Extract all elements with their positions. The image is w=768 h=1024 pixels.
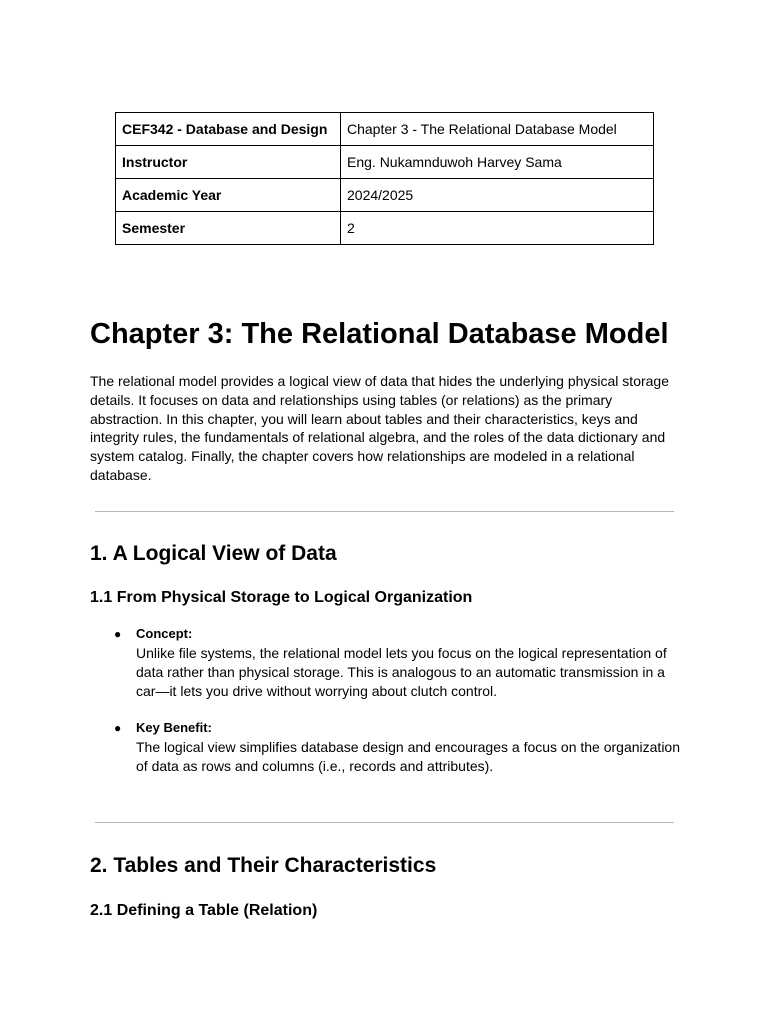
- academic-year-label-cell: Academic Year: [116, 179, 341, 212]
- instructor-name-cell: Eng. Nukamnduwoh Harvey Sama: [341, 146, 654, 179]
- subsection-heading: 1.1 From Physical Storage to Logical Organization: [90, 589, 473, 606]
- instructor-label-cell: Instructor: [116, 146, 341, 179]
- chapter-name-cell: Chapter 3 - The Relational Database Model: [341, 113, 654, 146]
- bullet-text: The logical view simplifies database design and encourages a focus on the organization of data as rows and columns (i.e., records and attributes).: [136, 739, 681, 774]
- section-divider: [95, 511, 674, 512]
- section-divider: [95, 822, 674, 823]
- bullet-title: Key Benefit:: [136, 720, 212, 735]
- semester-label-cell: Semester: [116, 212, 341, 245]
- course-code-cell: CEF342 - Database and Design: [116, 113, 341, 146]
- academic-year-value-cell: 2024/2025: [341, 179, 654, 212]
- table-row: [116, 113, 654, 146]
- section-heading: 1. A Logical View of Data: [90, 542, 337, 565]
- chapter-intro-paragraph: The relational model provides a logical view of data that hides the underlying physical storage details. It focuses on data and relationships using tables (or relations) as the primary abstraction. In this chapter, you will learn about tables and their characteristics, keys and integrity rules, the fundamentals of relational algebra, and the roles of the data dictionary and system catalog. Finally, the chapter covers how relationships are modeled in a relational database.: [90, 373, 670, 483]
- bullet-icon: ●: [114, 721, 122, 735]
- semester-value-cell: 2: [341, 212, 654, 245]
- course-info-table: [115, 112, 654, 245]
- bullet-title: Concept:: [136, 626, 193, 641]
- bullet-icon: ●: [114, 627, 122, 641]
- table-row: [116, 179, 654, 212]
- table-row: [116, 146, 654, 179]
- table-row: [116, 212, 654, 245]
- bullet-text: Unlike file systems, the relational model lets you focus on the logical representation of data rather than physical storage. This is analogous to an automatic transmission in a car—it lets you drive without worrying about clutch control.: [136, 645, 667, 699]
- section-heading: 2. Tables and Their Characteristics: [90, 854, 437, 877]
- chapter-title: Chapter 3: The Relational Database Model: [90, 318, 669, 350]
- subsection-heading: 2.1 Defining a Table (Relation): [90, 902, 318, 919]
